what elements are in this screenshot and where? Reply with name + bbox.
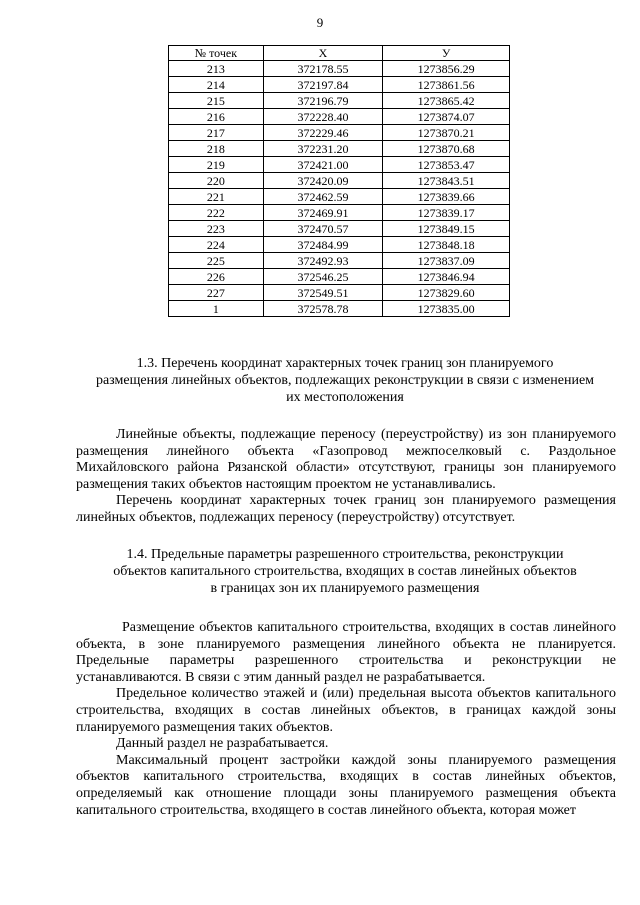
y-coordinate-cell: 1273843.51 [383, 173, 510, 189]
paragraph: Предельное количество этажей и (или) предельная высота объектов капитального строительства, входящих в состав линейных объектов, в границах каждой зоны планируемого размещения таких объектов. [76, 686, 616, 735]
table-body [169, 61, 510, 317]
point-number-cell: 1 [169, 301, 264, 317]
x-coordinate-cell: 372578.78 [263, 301, 383, 317]
page-number: 9 [316, 15, 324, 30]
section-1-3-heading [70, 355, 620, 406]
table-row [169, 285, 510, 301]
x-coordinate-cell: 372469.91 [263, 205, 383, 221]
heading-line: в границах зон их планируемого размещения [210, 581, 480, 596]
point-number-cell: 214 [169, 77, 264, 93]
point-number-cell: 224 [169, 237, 264, 253]
y-coordinate-cell: 1273835.00 [383, 301, 510, 317]
y-coordinate-cell: 1273853.47 [383, 157, 510, 173]
column-header-y: У [383, 46, 510, 61]
point-number-cell: 218 [169, 141, 264, 157]
table-row [169, 77, 510, 93]
paragraph: Максимальный процент застройки каждой зоны планируемого размещения объектов капитального строительства, входящих в состав линейных объектов, определяемый как отношение площади зоны планируемого размещения объекта капитального строительства, входящего в состав линейного объекта, которая может [76, 752, 616, 818]
y-coordinate-cell: 1273837.09 [383, 253, 510, 269]
table-row [169, 157, 510, 173]
table-row [169, 221, 510, 237]
section-1-4-body [76, 620, 616, 819]
point-number-cell: 225 [169, 253, 264, 269]
point-number-cell: 226 [169, 269, 264, 285]
x-coordinate-cell: 372196.79 [263, 93, 383, 109]
point-number-cell: 227 [169, 285, 264, 301]
paragraph: Линейные объекты, подлежащие переносу (переустройству) из зон планируемого размещения линейного объекта «Газопровод межпоселковый с. Раздольное Михайловского района Рязанской области» отсутствуют, границы зон планируемого размещения таких объектов настоящим проектом не устанавливались. [76, 427, 616, 492]
table-row [169, 93, 510, 109]
x-coordinate-cell: 372546.25 [263, 269, 383, 285]
column-header-x: X [263, 46, 383, 61]
y-coordinate-cell: 1273848.18 [383, 237, 510, 253]
x-coordinate-cell: 372421.00 [263, 157, 383, 173]
y-coordinate-cell: 1273839.17 [383, 205, 510, 221]
x-coordinate-cell: 372492.93 [263, 253, 383, 269]
y-coordinate-cell: 1273874.07 [383, 109, 510, 125]
point-number-cell: 217 [169, 125, 264, 141]
x-coordinate-cell: 372197.84 [263, 77, 383, 93]
y-coordinate-cell: 1273856.29 [383, 61, 510, 77]
x-coordinate-cell: 372178.55 [263, 61, 383, 77]
heading-line: 1.3. Перечень координат характерных точек границ зон планируемого [136, 356, 554, 371]
table-row [169, 301, 510, 317]
table-header-row [169, 46, 510, 61]
table-row [169, 141, 510, 157]
table-row [169, 205, 510, 221]
x-coordinate-cell: 372549.51 [263, 285, 383, 301]
x-coordinate-cell: 372420.09 [263, 173, 383, 189]
section-1-4-heading [70, 546, 620, 597]
table-row [169, 189, 510, 205]
column-header-point-number: № точек [169, 46, 264, 61]
paragraph: Перечень координат характерных точек границ зон планируемого размещения линейных объектов, подлежащих переносу (переустройству) отсутствует. [76, 493, 616, 525]
point-number-cell: 221 [169, 189, 264, 205]
table-row [169, 269, 510, 285]
coordinates-table [168, 45, 510, 317]
table-row [169, 253, 510, 269]
table-row [169, 237, 510, 253]
x-coordinate-cell: 372231.20 [263, 141, 383, 157]
table-row [169, 125, 510, 141]
y-coordinate-cell: 1273870.68 [383, 141, 510, 157]
heading-line: объектов капитального строительства, входящих в состав линейных объектов [113, 564, 577, 579]
x-coordinate-cell: 372228.40 [263, 109, 383, 125]
x-coordinate-cell: 372470.57 [263, 221, 383, 237]
table-row [169, 109, 510, 125]
point-number-cell: 215 [169, 93, 264, 109]
y-coordinate-cell: 1273849.15 [383, 221, 510, 237]
heading-line: их местоположения [286, 390, 404, 405]
y-coordinate-cell: 1273870.21 [383, 125, 510, 141]
section-1-3-body [76, 427, 616, 527]
paragraph: Размещение объектов капитального строительства, входящих в состав линейного объекта, в зоне планируемого размещения линейного объекта не планируется. Предельные параметры разрешенного строительства и реконструкции не устанавливаются. В связи с этим данный раздел не разрабатывается. [76, 620, 616, 685]
heading-line: размещения линейных объектов, подлежащих реконструкции в связи с изменением [95, 373, 595, 388]
y-coordinate-cell: 1273865.42 [383, 93, 510, 109]
heading-line: 1.4. Предельные параметры разрешенного строительства, реконструкции [126, 547, 564, 562]
y-coordinate-cell: 1273846.94 [383, 269, 510, 285]
point-number-cell: 222 [169, 205, 264, 221]
table-row [169, 173, 510, 189]
table-row [169, 61, 510, 77]
paragraph: Данный раздел не разрабатывается. [116, 736, 329, 752]
y-coordinate-cell: 1273829.60 [383, 285, 510, 301]
point-number-cell: 223 [169, 221, 264, 237]
point-number-cell: 213 [169, 61, 264, 77]
y-coordinate-cell: 1273839.66 [383, 189, 510, 205]
point-number-cell: 220 [169, 173, 264, 189]
point-number-cell: 216 [169, 109, 264, 125]
point-number-cell: 219 [169, 157, 264, 173]
x-coordinate-cell: 372484.99 [263, 237, 383, 253]
x-coordinate-cell: 372462.59 [263, 189, 383, 205]
x-coordinate-cell: 372229.46 [263, 125, 383, 141]
y-coordinate-cell: 1273861.56 [383, 77, 510, 93]
